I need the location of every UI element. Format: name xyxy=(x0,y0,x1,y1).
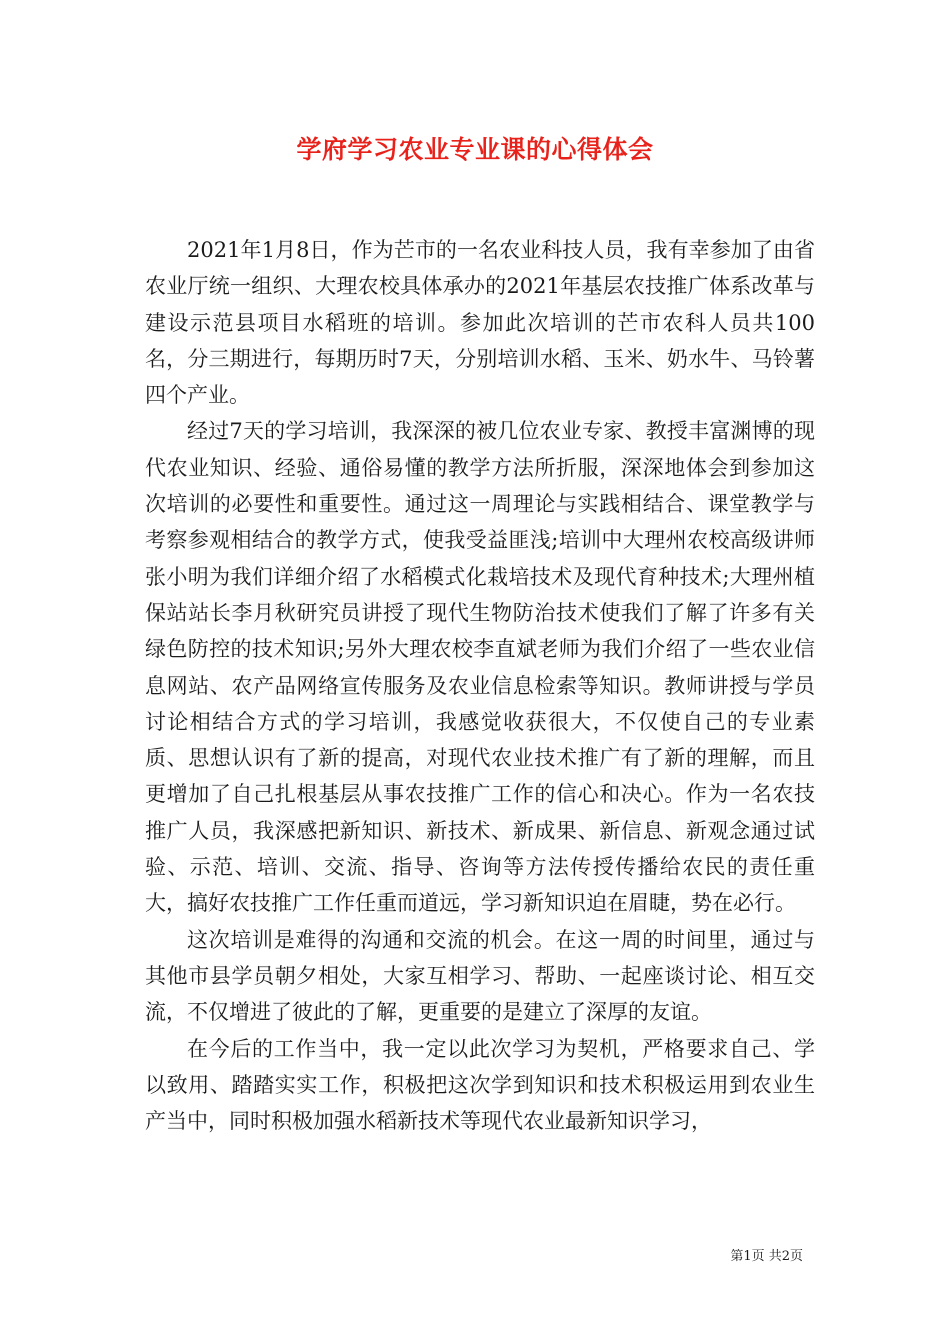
document-body xyxy=(145,232,815,1139)
paragraph-4: 在今后的工作当中，我一定以此次学习为契机，严格要求自己、学以致用、踏踏实实工作，积极把这次学到知识和技术积极运用到农业生产当中，同时积极加强水稻新技术等现代农业最新知识学习， xyxy=(145,1036,815,1134)
document-title: 学府学习农业专业课的心得体会 xyxy=(296,135,654,164)
page-number-footer: 第1页 共2页 xyxy=(730,1249,803,1264)
paragraph-3: 这次培训是难得的沟通和交流的机会。在这一周的时间里，通过与其他市县学员朝夕相处，大家互相学习、帮助、一起座谈讨论、相互交流，不仅增进了彼此的了解，更重要的是建立了深厚的友谊。 xyxy=(145,927,815,1025)
paragraph-1: 2021年1月8日，作为芒市的一名农业科技人员，我有幸参加了由省农业厅统一组织、大理农校具体承办的2021年基层农技推广体系改革与建设示范县项目水稻班的培训。参加此次培训的芒市农科人员共100名，分三期进行，每期历时7天，分别培训水稻、玉米、奶水牛、马铃薯四个产业。 xyxy=(145,238,815,408)
paragraph-2: 经过7天的学习培训，我深深的被几位农业专家、教授丰富渊博的现代农业知识、经验、通俗易懂的教学方法所折服，深深地体会到参加这次培训的必要性和重要性。通过这一周理论与实践相结合、课堂教学与考察参观相结合的教学方式，使我受益匪浅;培训中大理州农校高级讲师张小明为我们详细介绍了水稻模式化栽培技术及现代育种技术;大理州植保站站长李月秋研究员讲授了现代生物防治技术使我们了解了许多有关绿色防控的技术知识;另外大理农校李直斌老师为我们介绍了一些农业信息网站、农产品网络宣传服务及农业信息检索等知识。教师讲授与学员讨论相结合方式的学习培训，我感觉收获很大，不仅使自己的专业素质、思想认识有了新的提高，对现代农业技术推广有了新的理解，而且更增加了自己扎根基层从事农技推广工作的信心和决心。作为一名农技推广人员，我深感把新知识、新技术、新成果、新信息、新观念通过试验、示范、培训、交流、指导、咨询等方法传授传播给农民的责任重大，搞好农技推广工作任重而道远，学习新知识迫在眉睫，势在必行。 xyxy=(145,419,815,916)
